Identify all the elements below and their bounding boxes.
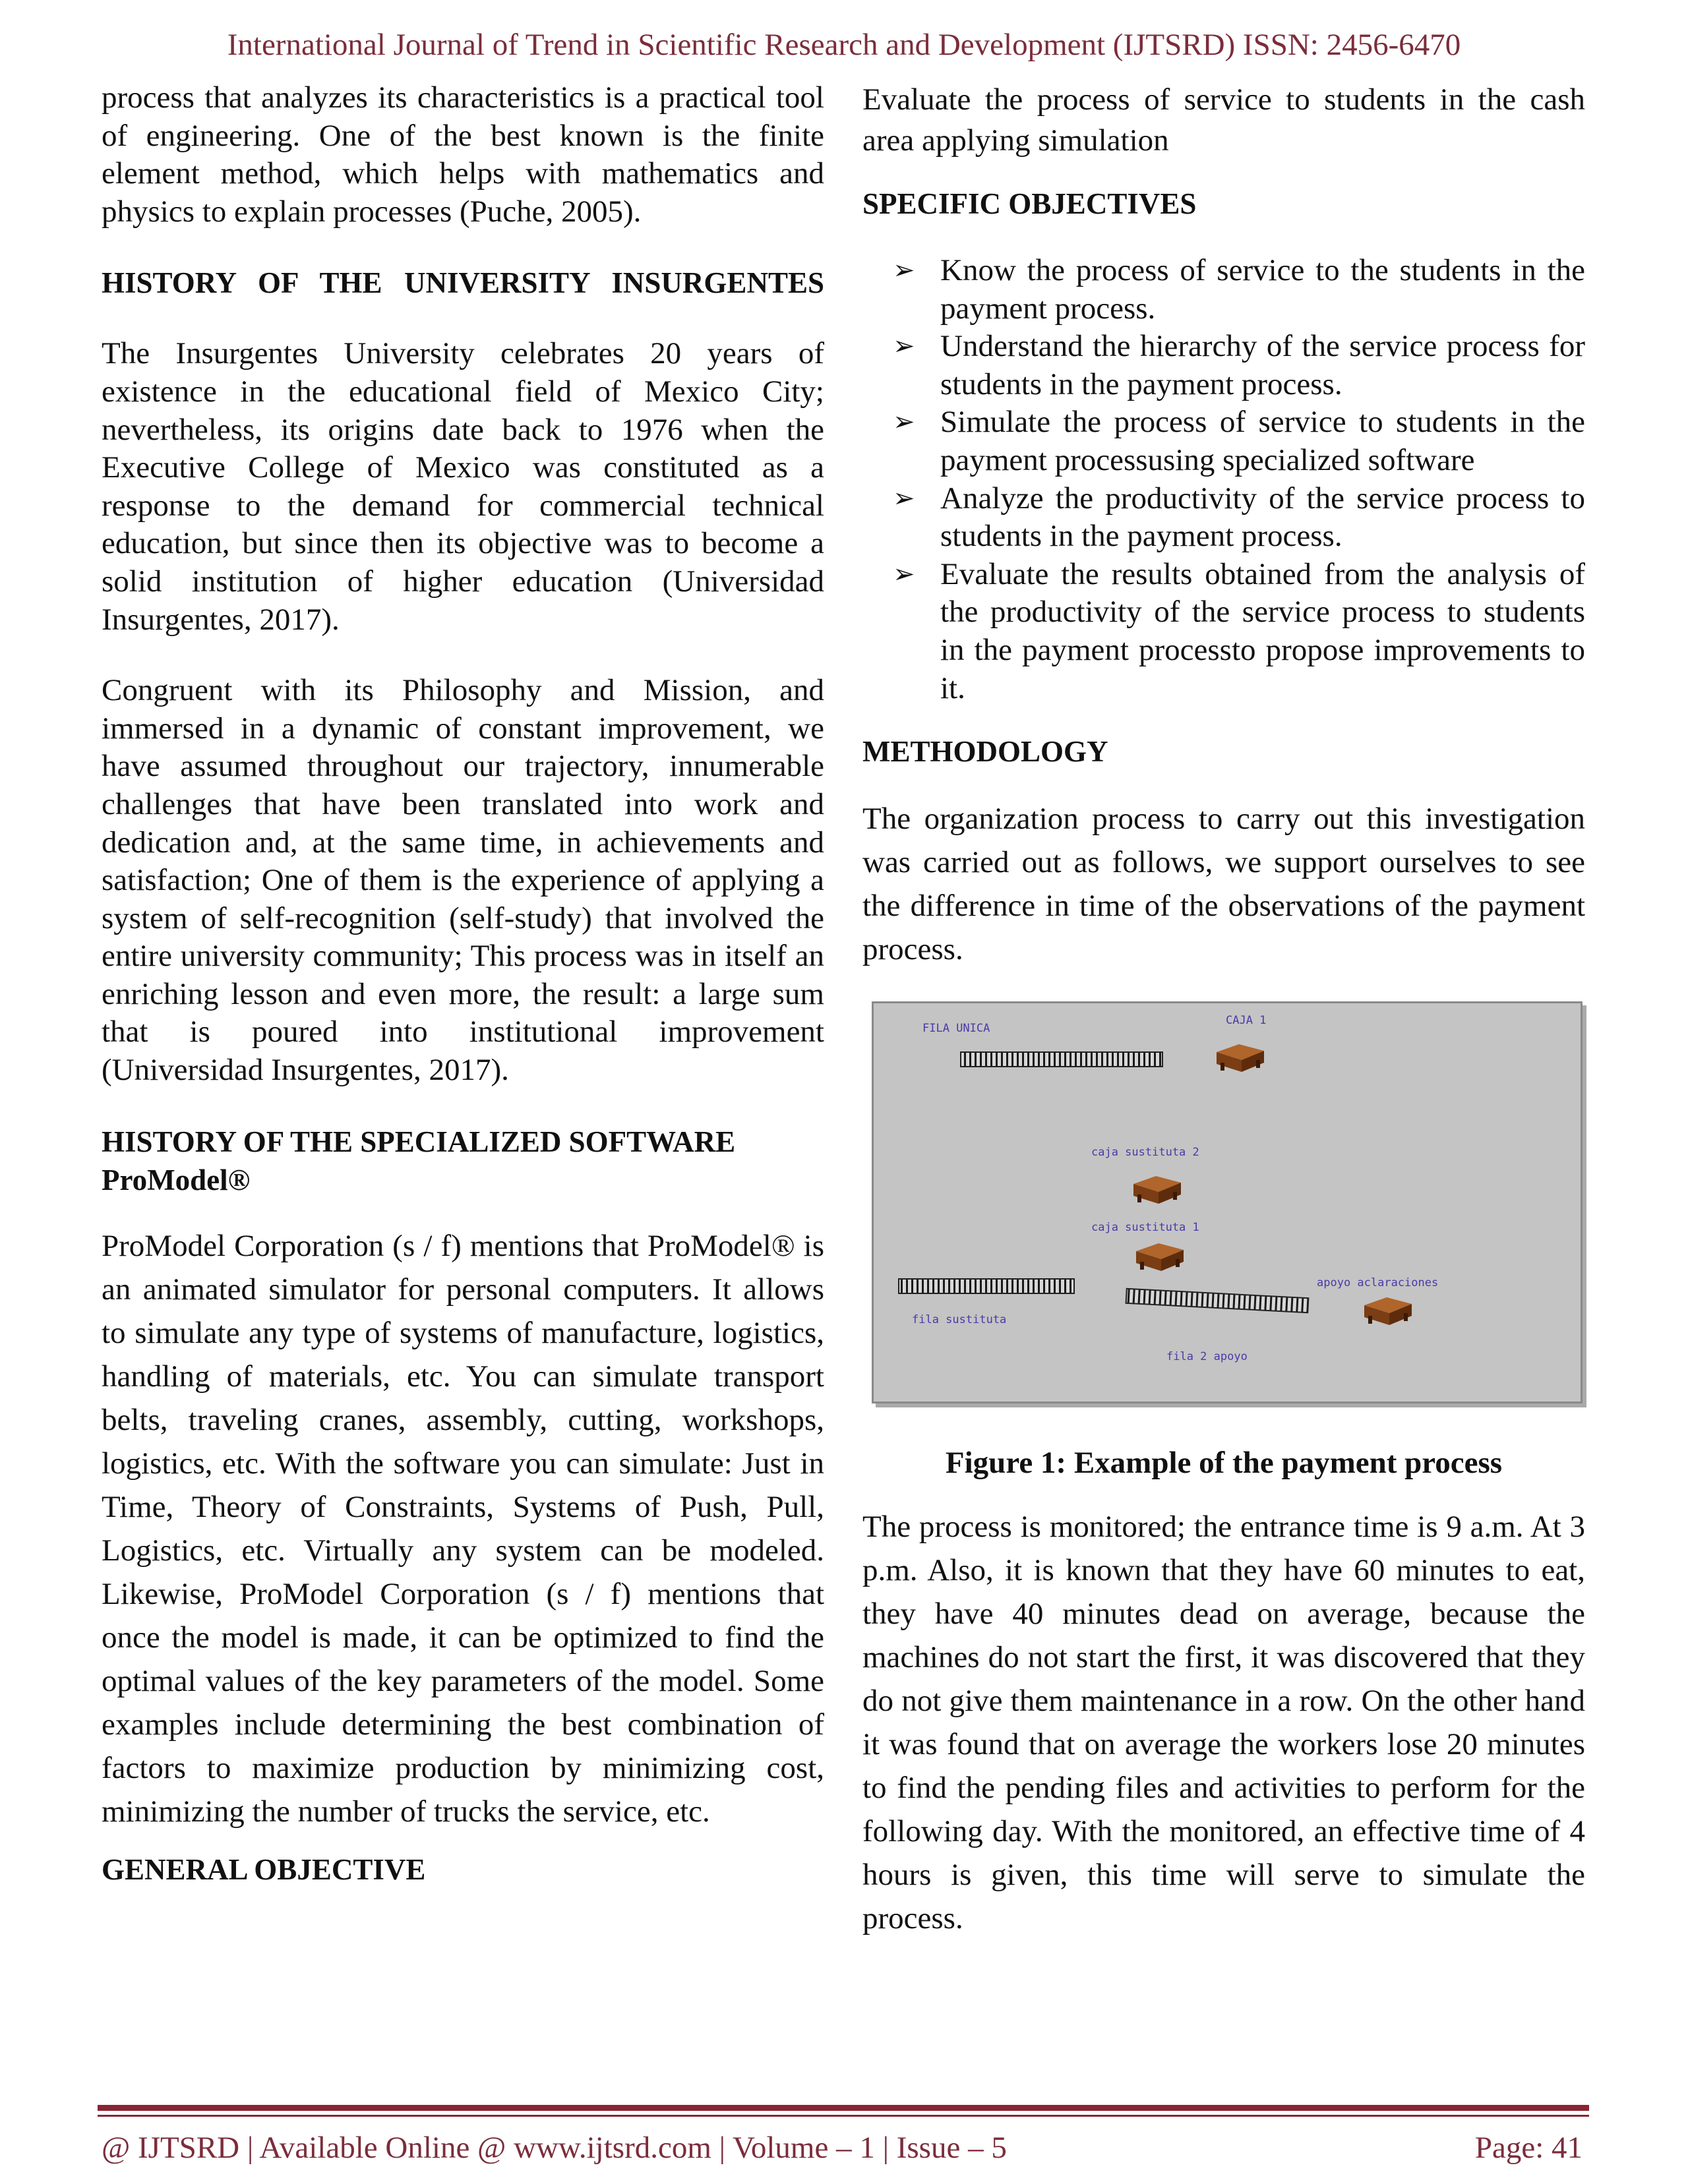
history-heading: HISTORY OF THE UNIVERSITY INSURGENTES (102, 266, 824, 300)
monitoring-paragraph: The process is monitored; the entrance time is 9 a.m. At 3 p.m. Also, it is known that they have 60 minutes to eat, they have 40 minutes dead on average, because the machines do not start the first, it was discovered that they do not give them maintenance in a row. On the other hand it was found that on average the workers lose 20 minutes to find the pending files and activities to perform for the following day. With the monitored, an effective time of 4 hours is given, this time will serve to simulate the process. (862, 1510, 1585, 1936)
left-column (102, 79, 824, 1889)
right-column (862, 79, 1585, 1940)
label-caja-sustituta-2: caja sustituta 2 (1091, 1146, 1199, 1160)
software-subheading: ProModel® (102, 1163, 251, 1196)
list-item: ➢ Analyze the productivity of the service process to students in the payment process. (893, 481, 1585, 554)
label-caja-sustituta-1: caja sustituta 1 (1091, 1221, 1199, 1235)
specific-objectives-heading: SPECIFIC OBJECTIVES (862, 187, 1197, 220)
simulation-layout-drawing (874, 1003, 1581, 1402)
fila-2-apoyo-queue (1126, 1289, 1309, 1313)
fila-unica-queue (961, 1052, 1162, 1067)
label-fila-sustituta: fila sustituta (912, 1313, 1007, 1327)
arrow-bullet-icon: ➢ (893, 255, 915, 285)
footer-rule-thin (98, 2115, 1589, 2117)
label-fila-2-apoyo: fila 2 apoyo (1166, 1350, 1248, 1364)
label-caja-1: CAJA 1 (1226, 1014, 1267, 1028)
journal-header: International Journal of Trend in Scientific Research and Development (IJTSRD) ISSN: 2456-6470 (227, 28, 1461, 62)
software-paragraph: ProModel Corporation (s / f) mentions that ProModel® is an animated simulator for personal computers. It allows to simulate any type of systems of manufacture, logistics, handling of materials, etc. You can simulate transport belts, traveling cranes, assembly, cutting, workshops, logistics, etc. With the software you can simulate: Just in Time, Theory of Constraints, Systems of Push, Pull, Logistics, etc. Virtually any system can be modeled. Likewise, ProModel Corporation (s / f) mentions that once the model is made, it can be optimized to find the optimal values of the key parameters of the model. Some examples include determining the best combination of factors to maximize production by minimizing cost, minimizing the number of trucks the service, etc. (102, 1228, 824, 1829)
caja-1-desk (1217, 1044, 1264, 1072)
general-objective-text: Evaluate the process of service to students in the cash area applying simulation (862, 82, 1585, 158)
list-item: ➢ Understand the hierarchy of the service process for students in the payment process. (893, 329, 1585, 401)
history-paragraph-1: The Insurgentes University celebrates 20 years of existence in the educational field of Mexico City; nevertheless, its origins date back to 1976 when the Executive College of Mexico was constituted as a response to the demand for commercial technical education, but since then its objective was to become a solid institution of higher education (Universidad Insurgentes, 2017). (102, 336, 824, 637)
arrow-bullet-icon: ➢ (893, 331, 915, 362)
list-item: ➢ Evaluate the results obtained from the analysis of the productivity of the service process to students in the payment processto propose improvements to it. (893, 556, 1585, 705)
intro-paragraph: process that analyzes its characteristics is a practical tool of engineering. One of the best known is the finite element method, which helps with mathematics and physics to explain processes (Puche, 2005). (102, 80, 824, 229)
general-objective-heading: GENERAL OBJECTIVE (102, 1852, 426, 1886)
arrow-bullet-icon: ➢ (893, 483, 915, 514)
methodology-paragraph: The organization process to carry out this investigation was carried out as follows, we support ourselves to see the difference in time of the observations of the payment process. (862, 802, 1585, 967)
payment-process-figure (872, 1001, 1582, 1403)
page-number: Page: 41 (1474, 2131, 1582, 2165)
fila-sustituta-queue (899, 1279, 1074, 1293)
page-footer (102, 2127, 1582, 2169)
history-paragraph-2: Congruent with its Philosophy and Mission, and immersed in a dynamic of constant improvement, we have assumed throughout our trajectory, innumerable challenges that have been translated into work and dedication and, at the same time, in achievements and satisfaction; One of them is the experience of applying a system of self-recognition (self-study) that involved the entire university community; This process was in itself an enriching lesson and even more, the result: a large sum that is poured into institutional improvement (Universidad Insurgentes, 2017). (102, 673, 824, 1088)
arrow-bullet-icon: ➢ (893, 558, 915, 589)
footer-rule (98, 2105, 1589, 2111)
software-heading: HISTORY OF THE SPECIALIZED SOFTWARE (102, 1125, 736, 1158)
methodology-heading: METHODOLOGY (862, 735, 1108, 769)
footer-text: @ IJTSRD | Available Online @ www.ijtsrd.com | Volume – 1 | Issue – 5 (102, 2131, 1007, 2165)
label-apoyo-aclaraciones: apoyo aclaraciones (1317, 1276, 1439, 1290)
figure-caption: Figure 1: Example of the payment process (945, 1446, 1503, 1481)
apoyo-aclaraciones-desk (1364, 1297, 1412, 1325)
label-fila-unica: FILA UNICA (922, 1022, 990, 1036)
objectives-list (862, 252, 1585, 707)
list-item: ➢ Simulate the process of service to students in the payment processusing specialized software (893, 405, 1585, 477)
arrow-bullet-icon: ➢ (893, 407, 915, 438)
caja-sustituta-1-desk (1136, 1243, 1184, 1271)
list-item: ➢ Know the process of service to the students in the payment process. (893, 253, 1585, 326)
caja-sustituta-2-desk (1133, 1176, 1181, 1204)
